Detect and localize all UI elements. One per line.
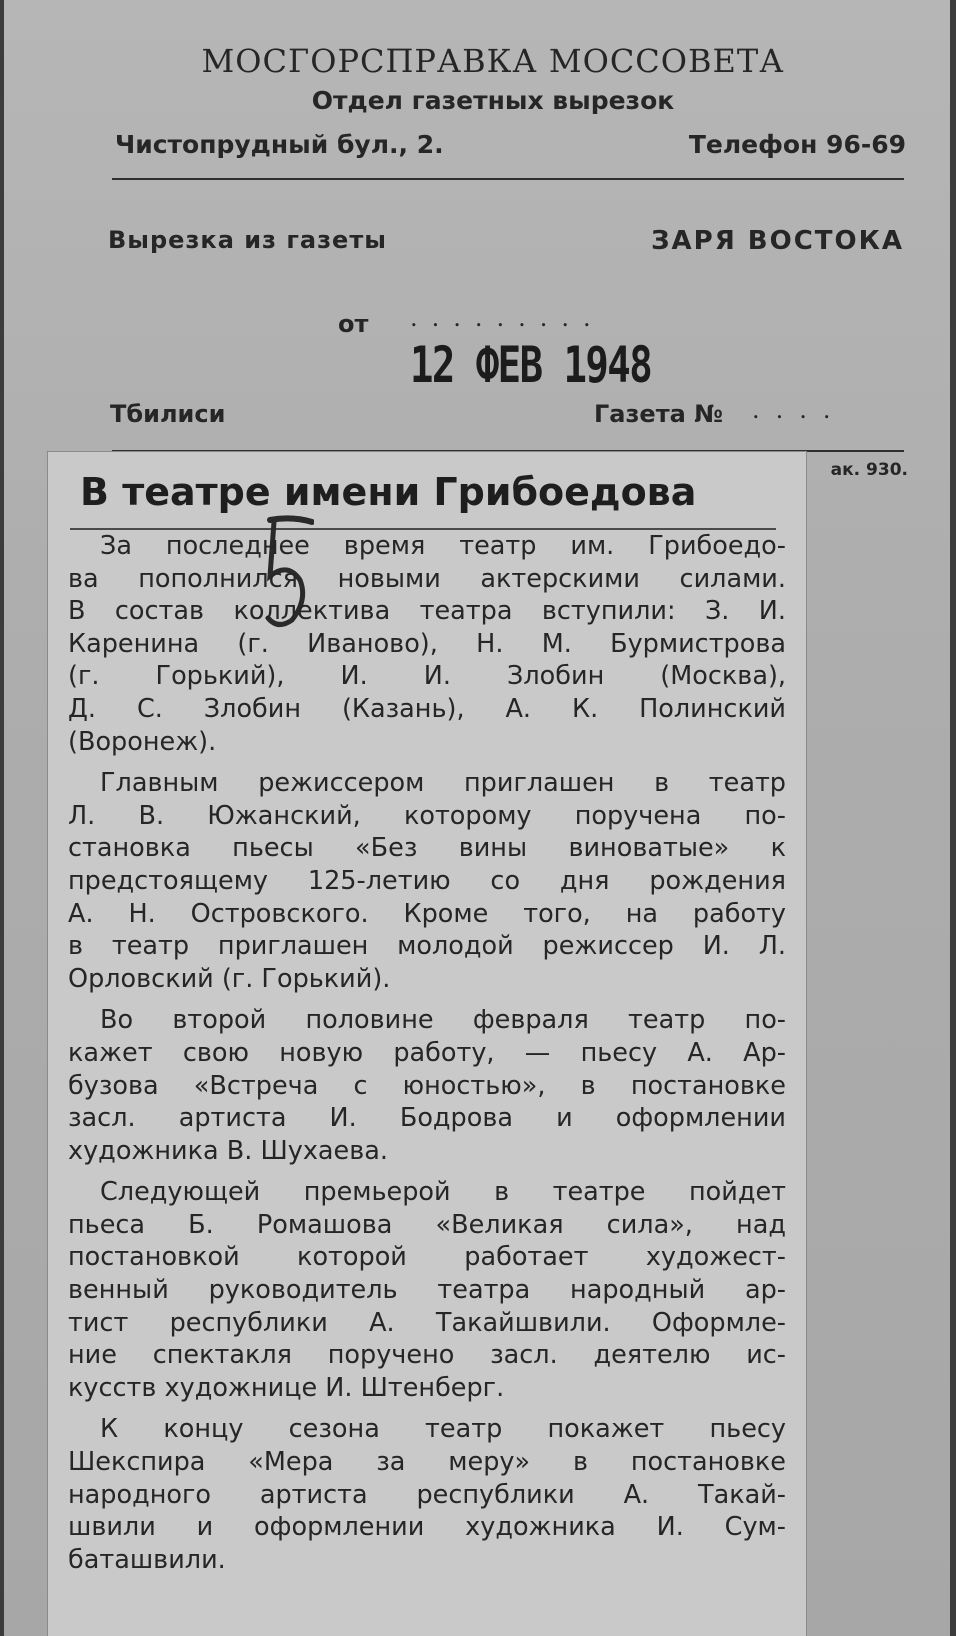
article-line: (г. Горький), И. И. Злобин (Москва),: [68, 661, 786, 692]
article-line: постановкой которой работает художест-: [68, 1242, 786, 1273]
article-line: К концу сезона театр покажет пьесу: [100, 1414, 786, 1445]
article-line: Шекспира «Мера за меру» в постановке: [68, 1447, 786, 1478]
article-body: [68, 530, 786, 1576]
article-line: тист республики А. Такайшвили. Оформле-: [68, 1307, 786, 1338]
bureau-name: МОСГОРСПРАВКА МОССОВЕТА: [201, 42, 785, 80]
article-line: баташвили.: [68, 1544, 226, 1575]
article-title: В театре имени Грибоедова: [80, 470, 697, 514]
article-line: засл. артиста И. Бодрова и оформлении: [68, 1103, 786, 1134]
article-line: Д. С. Злобин (Казань), А. К. Полинский: [68, 693, 786, 724]
date-label: от: [338, 310, 369, 338]
article-line: становка пьесы «Без вины виноватые» к: [68, 833, 786, 864]
article-line: Следующей премьерой в театре пойдет: [100, 1177, 786, 1208]
department-name: Отдел газетных вырезок: [311, 86, 675, 115]
article-paragraph: [68, 767, 786, 995]
issue-label: Газета №: [594, 400, 724, 428]
article-paragraph: [68, 1176, 786, 1404]
article-line: ние спектакля поручено засл. деятелю ис-: [68, 1340, 786, 1371]
bureau-address: Чистопрудный бул., 2.: [115, 130, 444, 159]
clipping-label: Вырезка из газеты: [108, 226, 387, 254]
article-line: Каренина (г. Иваново), Н. М. Бурмистрова: [68, 628, 786, 659]
article-line: Л. В. Южанский, которому поручена по-: [68, 800, 786, 831]
city-name: Тбилиси: [110, 400, 226, 428]
article-line: кусств художнице И. Штенберг.: [68, 1372, 505, 1403]
paragraph-gap: [68, 1404, 786, 1413]
date-stamp: 12 ФЕВ 1948: [410, 336, 652, 394]
article-line: Во второй половине февраля театр по-: [100, 1005, 786, 1036]
header-divider: [112, 178, 904, 180]
newspaper-name: ЗАРЯ ВОСТОКА: [651, 226, 904, 256]
article-line: Орловский (г. Горький).: [68, 963, 391, 994]
article-paragraph: [68, 530, 786, 758]
article-line: Главным режиссером приглашен в театр: [100, 768, 786, 799]
article-line: ва пополнился новыми актерскими силами.: [68, 563, 786, 594]
article-paragraph: [68, 1004, 786, 1167]
newspaper-clipping: [48, 452, 806, 1636]
article-line: кажет свою новую работу, — пьесу А. Ар-: [68, 1037, 786, 1068]
article-line: За последнее время театр им. Грибоедо-: [100, 531, 786, 561]
article-line: швили и оформлении художника И. Сум-: [68, 1512, 786, 1543]
issue-dotted-line: ....: [752, 396, 847, 424]
article-line: В состав коллектива театра вступили: З. И.: [68, 596, 786, 627]
order-number: ак. 930.: [830, 460, 908, 480]
bureau-phone: Телефон 96-69: [688, 130, 906, 159]
article-line: в театр приглашен молодой режиссер И. Л.: [68, 931, 786, 962]
article-line: художника В. Шухаева.: [68, 1135, 388, 1166]
article-line: пьеса Б. Ромашова «Великая сила», над: [68, 1209, 786, 1240]
article-paragraph: [68, 1413, 786, 1576]
article-line: венный руководитель театра народный ар-: [68, 1275, 786, 1306]
date-dotted-line: .........: [410, 304, 605, 332]
paragraph-gap: [68, 758, 786, 767]
paragraph-gap: [68, 995, 786, 1004]
article-line: народного артиста республики А. Такай-: [68, 1479, 786, 1510]
article-line: предстоящему 125-летию со дня рождения: [68, 865, 786, 896]
article-line: (Воронеж).: [68, 726, 217, 757]
article-line: бузова «Встреча с юностью», в постановке: [68, 1070, 786, 1101]
article-line: А. Н. Островского. Кроме того, на работу: [68, 898, 786, 929]
paragraph-gap: [68, 1167, 786, 1176]
